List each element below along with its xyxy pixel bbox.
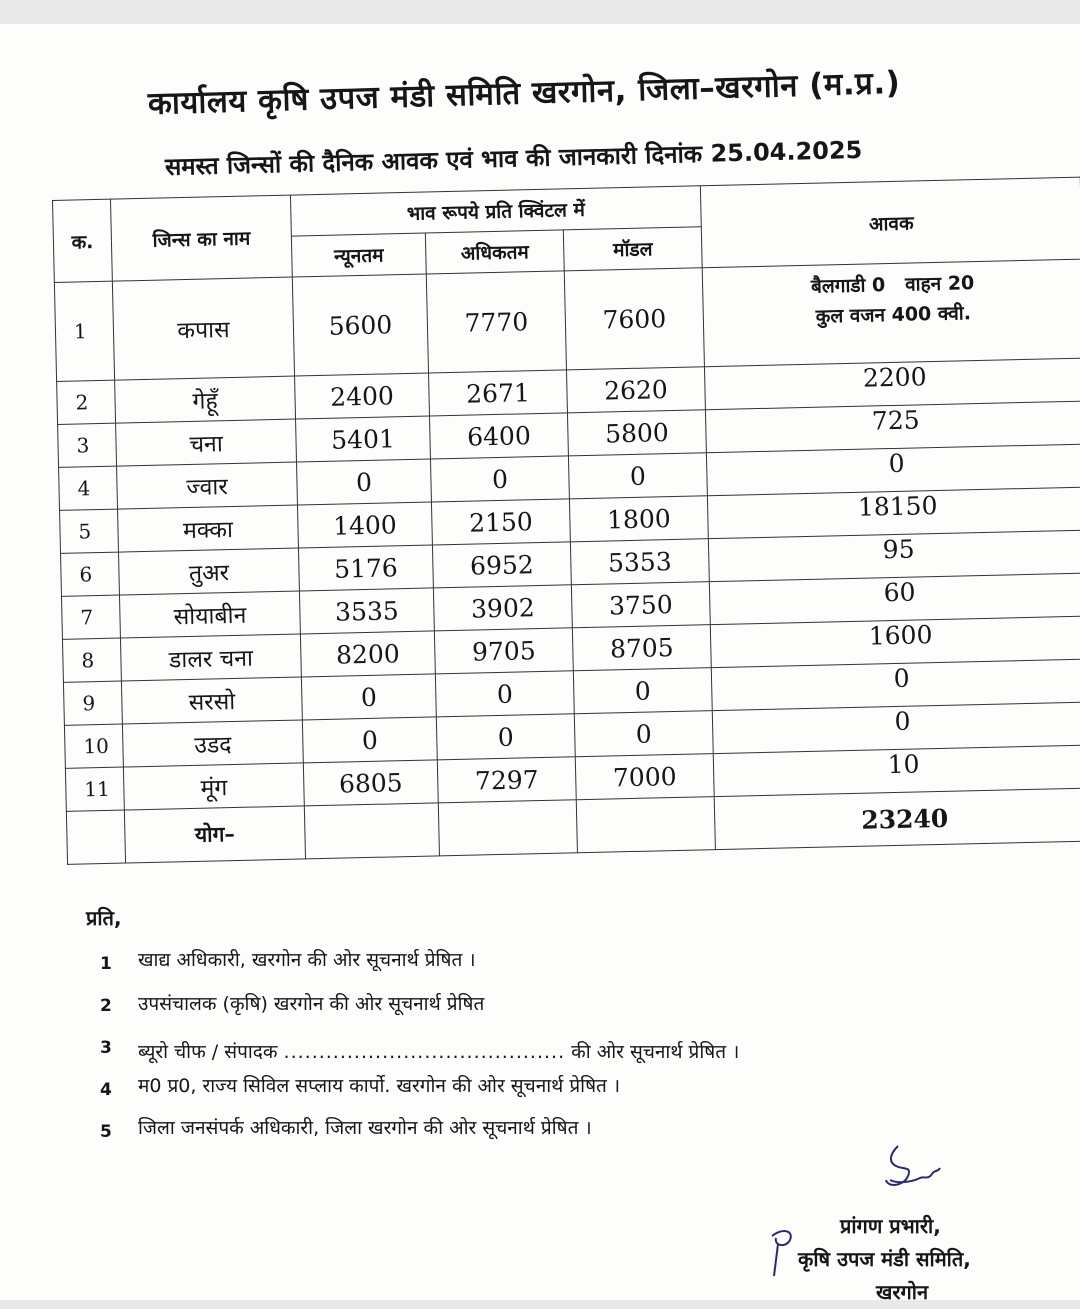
cell-commodity: कपास <box>112 277 294 380</box>
cell-sr: 5 <box>60 509 119 553</box>
cell-max: 7770 <box>426 271 566 373</box>
header-modal-price: मॉडल <box>563 227 702 271</box>
price-arrival-table <box>52 177 1080 865</box>
cell-arrival: 725 <box>705 401 1080 453</box>
cell-min: 5176 <box>298 545 433 591</box>
price-arrival-table-wrapper <box>52 177 1080 865</box>
recipient-item <box>100 946 1000 988</box>
cell-min: 0 <box>297 459 432 505</box>
arrival-vehicle-line: बैलगाडी 0 वाहन 20 <box>810 272 975 298</box>
cell-modal: 1800 <box>569 496 708 542</box>
cell-commodity: गेहूँ <box>115 376 296 423</box>
handwritten-signature <box>868 1136 948 1196</box>
cell-arrival: 1600 <box>710 616 1080 668</box>
cell-sr: 6 <box>61 552 120 596</box>
cell-max: 2671 <box>429 370 568 416</box>
cell-sr: 4 <box>59 466 118 510</box>
cell-commodity: उडद <box>122 720 303 767</box>
cell-modal: 5353 <box>570 539 709 585</box>
cell-modal: 0 <box>573 668 712 714</box>
cell-arrival: 60 <box>709 573 1080 625</box>
cell-min: 0 <box>302 717 437 763</box>
cell-arrival: 95 <box>708 530 1080 582</box>
cell-min: 0 <box>301 674 436 720</box>
cell-sr: 11 <box>65 767 124 811</box>
signatory-block <box>798 1210 1058 1309</box>
cell-max: 0 <box>436 714 575 760</box>
cell-min: 6805 <box>303 760 438 806</box>
recipient-number: 4 <box>100 1080 112 1100</box>
cell-min: 2400 <box>295 373 430 419</box>
recipient-item <box>100 1072 1000 1114</box>
total-modal-empty <box>576 797 715 853</box>
total-max-empty <box>438 800 577 856</box>
recipient-text: उपसंचालक (कृषि) खरगोन की ओर सूचनार्थ प्रेषित <box>138 993 485 1015</box>
cell-max: 6952 <box>432 542 571 588</box>
cell-modal: 7600 <box>564 268 704 370</box>
cell-arrival: 2200 <box>704 358 1080 410</box>
cell-arrival: 10 <box>713 745 1080 797</box>
total-arrival: 23240 <box>714 788 1080 850</box>
cell-commodity: मूंग <box>123 763 304 810</box>
cell-modal: 8705 <box>572 625 711 671</box>
cell-sr: 7 <box>61 595 120 639</box>
cell-max: 3902 <box>433 585 572 631</box>
signatory-place: खरगोन <box>876 1280 929 1304</box>
cell-min: 8200 <box>300 631 435 677</box>
recipient-number: 2 <box>100 996 112 1016</box>
recipient-item <box>100 1114 1000 1156</box>
recipient-number: 3 <box>100 1038 112 1058</box>
cell-sr: 2 <box>57 380 116 424</box>
cell-arrival: 18150 <box>707 487 1080 539</box>
recipient-number: 1 <box>100 954 112 974</box>
cell-max: 2150 <box>431 499 570 545</box>
cell-max: 9705 <box>434 628 573 674</box>
recipient-text: खाद्य अधिकारी, खरगोन की ओर सूचनार्थ प्रेषित । <box>138 949 476 971</box>
arrival-weight-line: कुल वजन 400 क्वी. <box>815 302 972 328</box>
recipient-number: 5 <box>100 1122 112 1142</box>
recipient-item <box>100 1030 1000 1072</box>
cell-commodity: ज्वार <box>117 462 298 509</box>
cell-commodity: तुअर <box>119 548 300 595</box>
recipient-text-a: ब्यूरो चीफ / संपादक <box>138 1041 278 1063</box>
signatory-designation: प्रांगण प्रभारी, <box>840 1214 941 1238</box>
cell-arrival: 0 <box>712 702 1080 754</box>
recipients-list <box>100 946 1000 1156</box>
cell-arrival <box>702 259 1080 367</box>
cell-commodity: मक्का <box>118 505 299 552</box>
cell-max: 0 <box>430 456 569 502</box>
cell-commodity: चना <box>116 419 297 466</box>
cell-sr: 3 <box>58 423 117 467</box>
recipient-text: म0 प्र0, राज्य सिविल सप्लाय कार्पो. खरगोन की ओर सूचनार्थ प्रेषित । <box>138 1075 621 1097</box>
cell-min: 5401 <box>296 416 431 462</box>
header-sr: क. <box>53 199 113 282</box>
cell-min: 5600 <box>292 274 428 376</box>
header-arrival: आवक <box>700 177 1080 268</box>
cell-max: 6400 <box>429 413 568 459</box>
cell-modal: 2620 <box>566 367 705 413</box>
total-sr-empty <box>66 810 125 864</box>
cell-sr: 8 <box>62 638 121 682</box>
cell-modal: 0 <box>568 453 707 499</box>
cell-max: 7297 <box>437 757 576 803</box>
report-subtitle: समस्त जिन्सों की दैनिक आवक एवं भाव की जानकारी दिनांक 25.04.2025 <box>164 135 863 181</box>
cell-modal: 0 <box>574 711 713 757</box>
recipient-item <box>100 988 1000 1030</box>
header-max-price: अधिकतम <box>425 230 564 274</box>
cell-sr: 9 <box>63 681 122 725</box>
blank-dots: ........................................ <box>283 1041 566 1063</box>
office-title: कार्यालय कृषि उपज मंडी समिति खरगोन, जिला–खरगोन (म.प्र.) <box>147 64 901 122</box>
total-min-empty <box>304 803 439 859</box>
recipient-text: जिला जनसंपर्क अधिकारी, जिला खरगोन की ओर सूचनार्थ प्रेषित । <box>138 1117 592 1139</box>
cell-sr: 1 <box>54 281 114 381</box>
cell-modal: 7000 <box>575 754 714 800</box>
recipient-text-b: की ओर सूचनार्थ प्रेषित । <box>571 1041 740 1063</box>
document-page <box>0 24 1080 1304</box>
cell-sr: 10 <box>64 724 123 768</box>
header-price-group: भाव रूपये प्रति क्विंटल में <box>290 186 701 236</box>
recipients-label: प्रति, <box>86 906 122 930</box>
cell-commodity: सोयाबीन <box>119 591 300 638</box>
cell-max: 0 <box>435 671 574 717</box>
cell-min: 1400 <box>297 502 432 548</box>
signatory-office: कृषि उपज मंडी समिति, <box>798 1247 971 1271</box>
recipient-text <box>138 1038 739 1064</box>
cell-min: 3535 <box>299 588 434 634</box>
cell-commodity: सरसो <box>121 677 302 724</box>
header-commodity-name: जिन्स का नाम <box>110 195 292 281</box>
cell-arrival: 0 <box>711 659 1080 711</box>
total-label: योग– <box>124 806 305 863</box>
cell-modal: 3750 <box>571 582 710 628</box>
header-min-price: न्यूनतम <box>291 233 426 277</box>
cell-commodity: डालर चना <box>120 634 301 681</box>
cell-arrival: 0 <box>706 444 1080 496</box>
cell-modal: 5800 <box>567 410 706 456</box>
